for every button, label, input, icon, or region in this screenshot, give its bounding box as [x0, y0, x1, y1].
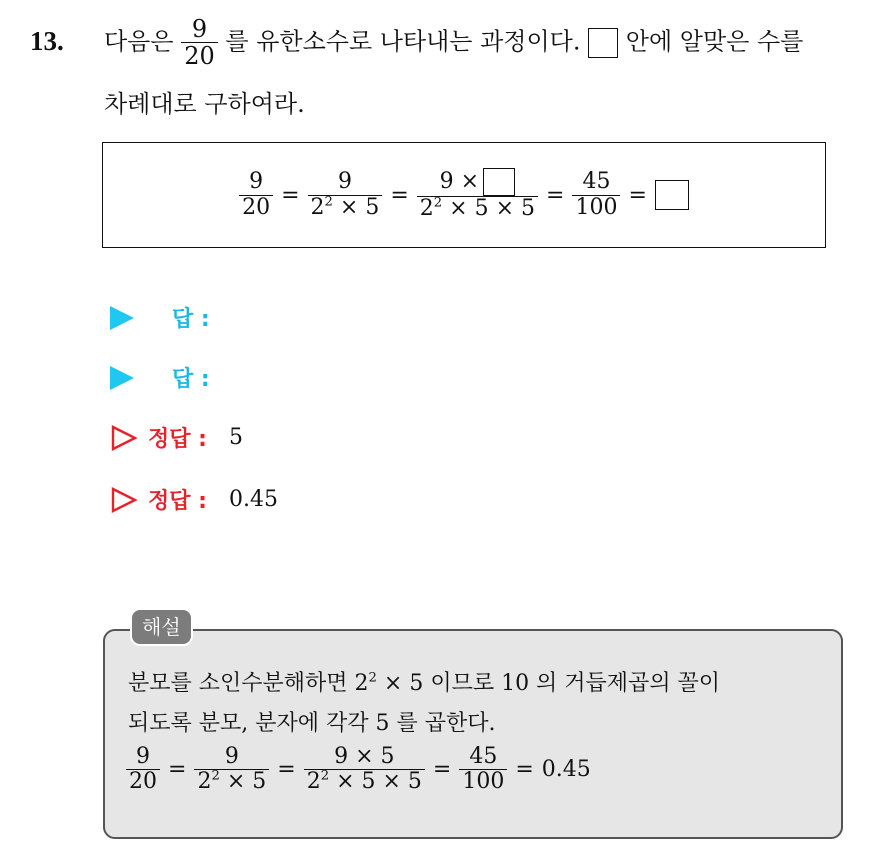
solution-line-1: 분모를 소인수분해하면 $2^2 \times 5$ 이므로 10 의 거듭제곱의 꼴이	[128, 670, 721, 696]
equals-sign: =	[628, 182, 647, 208]
question-fraction-numerator: 9	[191, 15, 208, 43]
formula-f1-denominator: 20	[239, 195, 273, 220]
equals-sign: =	[277, 757, 296, 783]
solution-fraction-1: $\frac{9}{20}$	[126, 745, 160, 794]
formula-fraction-3	[417, 168, 538, 221]
correct-value: 5	[228, 425, 243, 450]
question-line-1	[104, 16, 803, 70]
question-fraction	[181, 16, 218, 70]
solution-result: 0.45	[541, 757, 591, 783]
blank-box-icon	[655, 180, 689, 210]
answer-label: 답 :	[172, 367, 210, 392]
formula-f4-numerator: 45	[582, 169, 611, 195]
correct-answer-row-1	[110, 422, 243, 453]
equals-sign: =	[281, 182, 300, 208]
answer-row-1	[110, 302, 210, 333]
question-text-mid: 를 유한소수로 나타내는 과정이다.	[225, 27, 581, 56]
question-fraction-denominator: 20	[181, 42, 218, 69]
formula-f2-denominator: $2^2 \times 5$	[308, 195, 383, 220]
equals-sign: =	[546, 182, 565, 208]
formula-box	[102, 142, 826, 248]
solution-line-2: 되도록 분모, 분자에 각각 5 를 곱한다.	[128, 711, 496, 736]
solution-fraction-3: $\frac{9 \times 5}{2^2 \times 5 \times 5}$	[304, 745, 425, 794]
correct-value: 0.45	[228, 487, 278, 512]
play-triangle-icon	[110, 366, 134, 390]
solution-fraction-2: $\frac{9}{2^2 \times 5}$	[194, 745, 269, 794]
play-triangle-icon	[110, 306, 134, 330]
formula-fraction-1	[239, 170, 273, 219]
solution-tab: 해설	[130, 608, 193, 646]
equals-sign: =	[390, 182, 409, 208]
blank-box-icon	[588, 28, 618, 58]
equals-sign: =	[168, 757, 187, 783]
solution-fraction-4: $\frac{45}{100}$	[459, 745, 507, 794]
formula-f3-numerator: 9 ×	[437, 168, 518, 196]
formula-f1-numerator: 9	[249, 169, 264, 195]
equals-sign: =	[515, 757, 534, 783]
correct-answer-row-2	[110, 484, 278, 515]
question-text-post: 안에 알맞은 수를	[625, 27, 804, 56]
answer-label: 답 :	[172, 307, 210, 332]
question-text-pre: 다음은	[104, 27, 174, 56]
question-line-2: 차례대로 구하여라.	[104, 90, 305, 118]
answer-row-2	[110, 362, 210, 393]
outline-triangle-icon	[110, 424, 138, 452]
solution-formula	[126, 745, 591, 794]
formula-f3-denominator: $2^2 \times 5 \times 5$	[417, 196, 538, 221]
outline-triangle-icon	[110, 486, 138, 514]
question-number: 13.	[30, 26, 64, 56]
formula-fraction-4	[572, 170, 620, 219]
equals-sign: =	[432, 757, 452, 783]
formula-f4-denominator: 100	[572, 195, 620, 220]
formula-f2-numerator: 9	[337, 169, 352, 195]
correct-label: 정답 :	[148, 489, 207, 514]
blank-box-icon	[483, 168, 515, 196]
correct-label: 정답 :	[148, 427, 207, 452]
formula-fraction-2	[308, 170, 383, 219]
